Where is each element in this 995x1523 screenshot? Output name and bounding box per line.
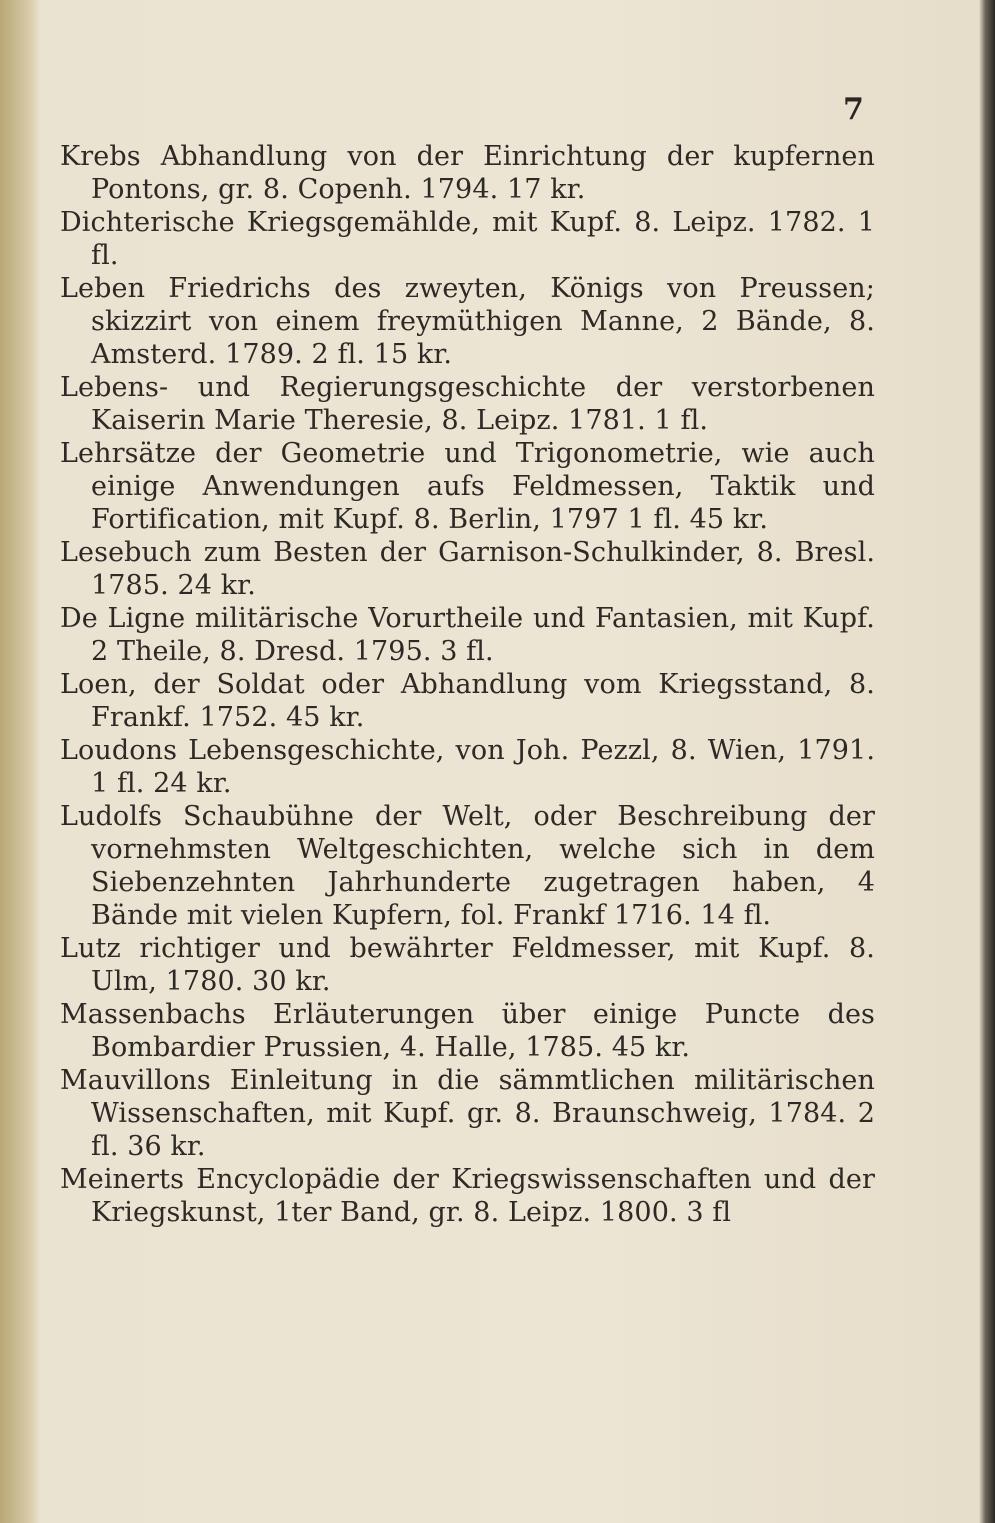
catalog-entry [60, 998, 875, 1064]
catalog-entry [60, 800, 875, 932]
entry-text: Meinerts Encyclopädie der Kriegswissenschaften und der Kriegskunst, 1ter Band, gr. 8. Leipz. 1800. 3 fl [60, 1164, 875, 1228]
catalog-entry [60, 536, 875, 602]
entry-text: Leben Friedrichs des zweyten, Königs von Preussen; skizzirt von einem freymüthigen Manne, 2 Bände, 8. Amsterd. 1789. 2 fl. 15 kr. [60, 273, 875, 370]
entry-text: Massenbachs Erläuterungen über einige Puncte des Bombardier Prussien, 4. Halle, 1785. 45 kr. [60, 999, 875, 1063]
catalog-entry [60, 437, 875, 536]
entry-text: Dichterische Kriegsgemählde, mit Kupf. 8. Leipz. 1782. 1 fl. [60, 207, 875, 271]
catalog-entry [60, 668, 875, 734]
entry-text: Lehrsätze der Geometrie und Trigonometrie, wie auch einige Anwendungen aufs Feldmessen, Taktik und Fortification, mit Kupf. 8. Berlin, 1797 1 fl. 45 kr. [60, 438, 875, 535]
catalog-entries [60, 140, 875, 1229]
page-edge-shadow [979, 0, 995, 1523]
catalog-entry [60, 1064, 875, 1163]
entry-text: Mauvillons Einleitung in die sämmtlichen militärischen Wissenschaften, mit Kupf. gr. 8. Braunschweig, 1784. 2 fl. 36 kr. [60, 1065, 875, 1162]
entry-text: Lutz richtiger und bewährter Feldmesser, mit Kupf. 8. Ulm, 1780. 30 kr. [60, 933, 875, 997]
entry-text: Loudons Lebensgeschichte, von Joh. Pezzl, 8. Wien, 1791. 1 fl. 24 kr. [60, 735, 875, 799]
binding-gutter [0, 0, 40, 1523]
catalog-entry [60, 140, 875, 206]
catalog-entry [60, 602, 875, 668]
page-number: 7 [843, 92, 864, 127]
catalog-entry [60, 932, 875, 998]
entry-text: Loen, der Soldat oder Abhandlung vom Kriegsstand, 8. Frankf. 1752. 45 kr. [60, 669, 875, 733]
catalog-entry [60, 734, 875, 800]
entry-text: Lesebuch zum Besten der Garnison-Schulkinder, 8. Bresl. 1785. 24 kr. [60, 537, 875, 601]
entry-text: Krebs Abhandlung von der Einrichtung der kupfernen Pontons, gr. 8. Copenh. 1794. 17 kr. [60, 141, 875, 205]
entry-text: Lebens- und Regierungsgeschichte der verstorbenen Kaiserin Marie Theresie, 8. Leipz. 1781. 1 fl. [60, 372, 875, 436]
entry-text: De Ligne militärische Vorurtheile und Fantasien, mit Kupf. 2 Theile, 8. Dresd. 1795. 3 fl. [60, 603, 875, 667]
entry-text: Ludolfs Schaubühne der Welt, oder Beschreibung der vornehmsten Weltgeschichten, welche sich in dem Siebenzehnten Jahrhunderte zugetragen haben, 4 Bände mit vielen Kupfern, fol. Frankf 1716. 14 fl. [60, 801, 875, 931]
catalog-entry [60, 371, 875, 437]
catalog-entry [60, 272, 875, 371]
catalog-entry [60, 206, 875, 272]
catalog-entry [60, 1163, 875, 1229]
